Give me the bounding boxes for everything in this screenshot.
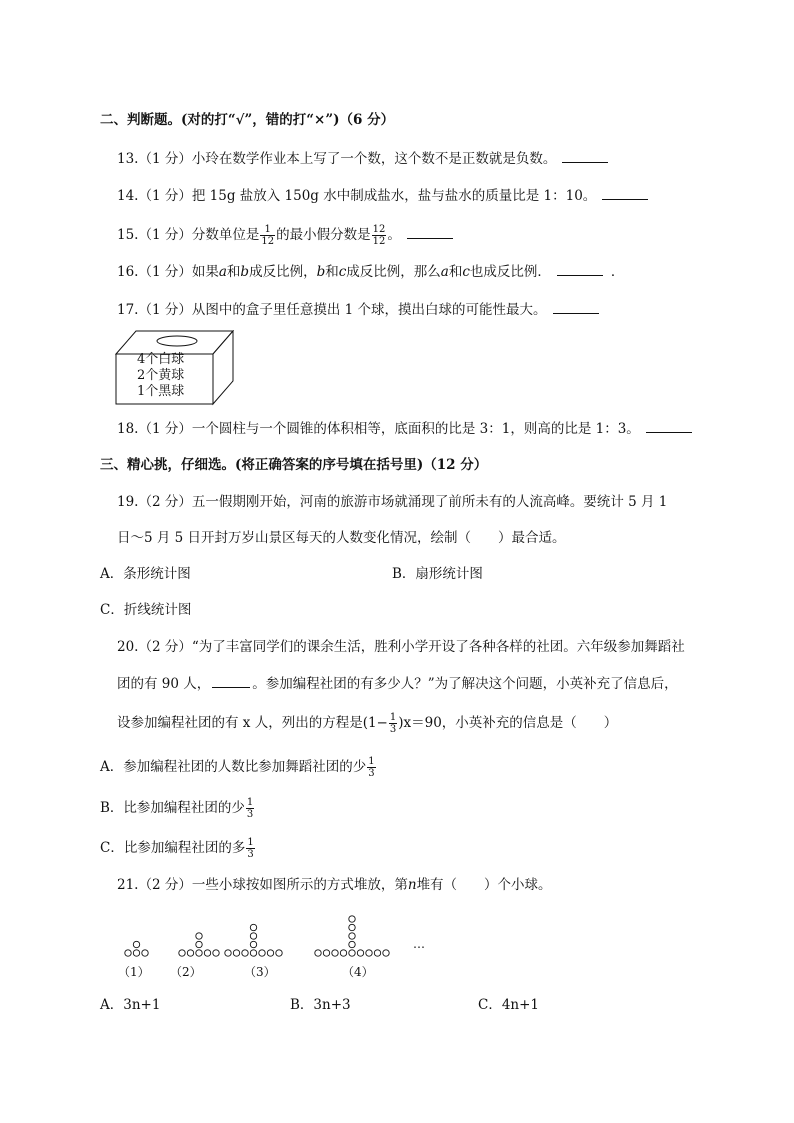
q16-part: 16.（1 分）如果 bbox=[117, 264, 219, 280]
q16-part: 成反比例， bbox=[249, 264, 317, 280]
q20-option-a[interactable] bbox=[100, 752, 377, 782]
ball bbox=[383, 950, 389, 956]
q20-line2-part-a: 团的有 90 人， bbox=[117, 676, 211, 692]
box-label-yellow: 2个黄球 bbox=[137, 368, 185, 383]
ball bbox=[133, 950, 139, 956]
var-c: c bbox=[338, 264, 347, 280]
fraction-denominator: 12 bbox=[372, 236, 386, 247]
ball bbox=[196, 933, 202, 939]
q21-text-post: 堆有（ ）个小球。 bbox=[416, 877, 552, 893]
box-label-white: 4个白球 bbox=[137, 352, 185, 367]
ball bbox=[213, 950, 219, 956]
ball bbox=[374, 950, 380, 956]
question-18 bbox=[117, 418, 692, 439]
q20-option-c[interactable] bbox=[100, 833, 256, 863]
fraction-numerator: 12 bbox=[372, 224, 386, 235]
q20-line2-part-b: 。参加编程社团的有多少人？”为了解决这个问题，小英补充了信息后， bbox=[252, 676, 678, 692]
question-18-text: 18.（1 分）一个圆柱与一个圆锥的体积相等，底面积的比是 3：1，则高的比是 1：3。 bbox=[117, 421, 640, 437]
ball-stacks-figure bbox=[110, 905, 440, 965]
question-14 bbox=[117, 185, 648, 206]
ball bbox=[340, 950, 346, 956]
stack-label-3: （3） bbox=[244, 965, 276, 979]
ball bbox=[125, 950, 131, 956]
fraction-1-3 bbox=[246, 797, 254, 820]
box-label-black: 1个黑球 bbox=[137, 384, 185, 399]
question-17 bbox=[117, 299, 599, 320]
var-b: b bbox=[240, 264, 250, 280]
q16-part: 和 bbox=[448, 264, 463, 280]
answer-blank-16[interactable] bbox=[557, 261, 603, 276]
q20-option-a-text: A．参加编程社团的人数比参加舞蹈社团的少 bbox=[100, 759, 367, 775]
var-c: c bbox=[462, 264, 470, 280]
question-19-line-1: 19.（2 分）五一假期刚开始，河南的旅游市场就涌现了前所未有的人流高峰。要统计 5 月 1 bbox=[117, 494, 668, 510]
var-b: b bbox=[316, 264, 326, 280]
ball bbox=[242, 950, 248, 956]
q20-inline-blank[interactable] bbox=[212, 673, 250, 688]
stack-label-2: （2） bbox=[170, 965, 202, 979]
section-2-title: 二、判断题。(对的打“√”，错的打“×”)（6 分） bbox=[100, 112, 395, 128]
fraction-numerator: 1 bbox=[247, 837, 254, 848]
question-20-line-3 bbox=[117, 709, 617, 737]
q21-option-a[interactable]: A．3n+1 bbox=[100, 997, 161, 1013]
ball bbox=[196, 950, 202, 956]
ball bbox=[250, 933, 256, 939]
question-13 bbox=[117, 148, 608, 169]
q21-option-c[interactable]: C．4n+1 bbox=[478, 997, 540, 1013]
fraction-numerator: 1 bbox=[389, 712, 397, 723]
fraction-denominator: 3 bbox=[368, 768, 375, 779]
fraction-denominator: 3 bbox=[247, 849, 254, 860]
ball bbox=[187, 950, 193, 956]
q20-line3-part-b: )x＝90，小英补充的信息是（ ） bbox=[398, 715, 618, 731]
ball bbox=[179, 950, 185, 956]
fraction-numerator: 1 bbox=[246, 797, 254, 808]
q20-line3-part-a: 设参加编程社团的有 x 人，列出的方程是(1− bbox=[117, 715, 388, 731]
answer-blank-14[interactable] bbox=[602, 185, 648, 200]
question-20-line-1: 20.（2 分）“为了丰富同学们的课余生活，胜利小学开设了各种各样的社团。六年级参加舞蹈社 bbox=[117, 639, 685, 655]
q16-part: 和 bbox=[226, 264, 241, 280]
ball bbox=[142, 950, 148, 956]
fraction-denominator: 3 bbox=[246, 809, 254, 820]
var-a: a bbox=[440, 264, 449, 280]
ball bbox=[259, 950, 265, 956]
ball bbox=[204, 950, 210, 956]
ball bbox=[357, 950, 363, 956]
fraction-numerator: 1 bbox=[368, 756, 375, 767]
q16-part: 也成反比例． bbox=[469, 264, 551, 280]
ball bbox=[276, 950, 282, 956]
q21-text-pre: 21.（2 分）一些小球按如图所示的方式堆放，第 bbox=[117, 877, 408, 893]
question-19-line-2: 日～5 月 5 日开封万岁山景区每天的人数变化情况，绘制（ ）最合适。 bbox=[117, 530, 566, 546]
stack-label-4: （4） bbox=[342, 965, 374, 979]
q20-option-b[interactable] bbox=[100, 793, 255, 823]
ball bbox=[366, 950, 372, 956]
ball bbox=[267, 950, 273, 956]
fraction-1-3 bbox=[246, 837, 254, 860]
q16-part: 和 bbox=[325, 264, 339, 280]
ball bbox=[323, 950, 329, 956]
fraction-denominator: 12 bbox=[261, 236, 275, 247]
fraction-12-12 bbox=[372, 224, 387, 247]
question-15-text-pre: 15.（1 分）分数单位是 bbox=[117, 227, 260, 243]
fraction-numerator: 1 bbox=[264, 224, 271, 235]
question-14-text: 14.（1 分）把 15g 盐放入 150g 水中制成盐水，盐与盐水的质量比是 1：10。 bbox=[117, 188, 597, 204]
ball bbox=[349, 916, 355, 922]
fraction-1-3 bbox=[389, 712, 397, 735]
ball bbox=[233, 950, 239, 956]
ball bbox=[349, 950, 355, 956]
section-3-title: 三、精心挑，仔细选。(将正确答案的序号填在括号里)（12 分） bbox=[100, 457, 488, 473]
answer-blank-17[interactable] bbox=[553, 299, 599, 314]
question-15 bbox=[117, 222, 453, 248]
ball bbox=[349, 933, 355, 939]
ball bbox=[225, 950, 231, 956]
ball bbox=[349, 941, 355, 947]
ellipsis: … bbox=[413, 937, 425, 951]
question-13-text: 13.（1 分）小玲在数学作业本上写了一个数，这个数不是正数就是负数。 bbox=[117, 151, 557, 167]
ball bbox=[349, 924, 355, 930]
q21-option-b[interactable]: B．3n+3 bbox=[290, 997, 351, 1013]
q19-option-b[interactable]: B．扇形统计图 bbox=[392, 566, 483, 582]
var-n: n bbox=[407, 877, 417, 893]
ball bbox=[133, 941, 139, 947]
ball bbox=[250, 950, 256, 956]
q20-option-c-text: C．比参加编程社团的多 bbox=[100, 840, 246, 856]
question-16 bbox=[117, 261, 624, 282]
fraction-denominator: 3 bbox=[389, 724, 397, 735]
question-15-text-mid: 的最小假分数是 bbox=[276, 227, 371, 243]
fraction-1-12 bbox=[260, 224, 275, 247]
answer-blank-13[interactable] bbox=[562, 148, 608, 163]
ball bbox=[315, 950, 321, 956]
q19-option-c[interactable]: C．折线统计图 bbox=[100, 602, 192, 618]
q16-tail: ． bbox=[610, 264, 625, 280]
ball bbox=[196, 941, 202, 947]
question-15-text-post: 。 bbox=[387, 227, 401, 243]
ball bbox=[250, 924, 256, 930]
q16-part: 成反比例，那么 bbox=[346, 264, 441, 280]
q19-option-a[interactable]: A．条形统计图 bbox=[100, 566, 191, 582]
question-17-text: 17.（1 分）从图中的盒子里任意摸出 1 个球，摸出白球的可能性最大。 bbox=[117, 302, 547, 318]
ball bbox=[332, 950, 338, 956]
var-a: a bbox=[218, 264, 227, 280]
stack-label-1: （1） bbox=[118, 965, 150, 979]
question-21 bbox=[117, 875, 552, 895]
ball bbox=[250, 941, 256, 947]
answer-blank-18[interactable] bbox=[646, 418, 692, 433]
q20-option-b-text: B．比参加编程社团的少 bbox=[100, 800, 245, 816]
fraction-1-3 bbox=[367, 756, 375, 779]
question-20-line-2 bbox=[117, 673, 678, 694]
answer-blank-15[interactable] bbox=[407, 224, 453, 239]
